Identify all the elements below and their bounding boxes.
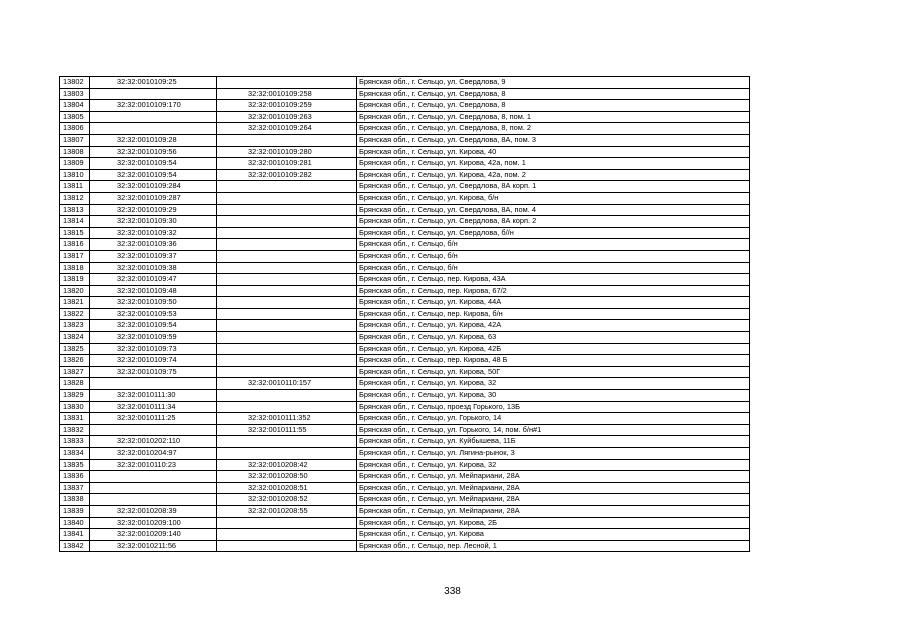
new-cadastral-number-cell: 32:32:0010111:352 xyxy=(217,413,357,425)
record-number-cell: 13829 xyxy=(60,390,90,402)
old-cadastral-number-cell: 32:32:0010109:287 xyxy=(90,192,217,204)
record-number-cell: 13817 xyxy=(60,250,90,262)
address-cell: Брянская обл., г. Сельцо, ул. Кирова, 42а, пом. 1 xyxy=(357,158,750,170)
record-number-cell: 13833 xyxy=(60,436,90,448)
table-row xyxy=(60,169,750,181)
new-cadastral-number-cell: 32:32:0010109:281 xyxy=(217,158,357,170)
old-cadastral-number-cell xyxy=(90,471,217,483)
table-row xyxy=(60,146,750,158)
table-row xyxy=(60,471,750,483)
address-cell: Брянская обл., г. Сельцо, ул. Свердлова, 8А корп. 1 xyxy=(357,181,750,193)
old-cadastral-number-cell xyxy=(90,424,217,436)
old-cadastral-number-cell: 32:32:0010111:25 xyxy=(90,413,217,425)
record-number-cell: 13816 xyxy=(60,239,90,251)
record-number-cell: 13813 xyxy=(60,204,90,216)
address-cell: Брянская обл., г. Сельцо, ул. Кирова, 32 xyxy=(357,378,750,390)
record-number-cell: 13836 xyxy=(60,471,90,483)
new-cadastral-number-cell: 32:32:0010208:55 xyxy=(217,505,357,517)
old-cadastral-number-cell xyxy=(90,123,217,135)
address-cell: Брянская обл., г. Сельцо, ул. Кирова, 42а, пом. 2 xyxy=(357,169,750,181)
old-cadastral-number-cell: 32:32:0010110:23 xyxy=(90,459,217,471)
table-row xyxy=(60,239,750,251)
old-cadastral-number-cell: 32:32:0010209:140 xyxy=(90,529,217,541)
address-cell: Брянская обл., г. Сельцо, ул. Кирова, 42А xyxy=(357,320,750,332)
old-cadastral-number-cell: 32:32:0010111:30 xyxy=(90,390,217,402)
address-cell: Брянская обл., г. Сельцо, пер. Кирова, б/н xyxy=(357,308,750,320)
table-row xyxy=(60,390,750,402)
address-cell: Брянская обл., г. Сельцо, ул. Кирова, б/н xyxy=(357,192,750,204)
record-number-cell: 13826 xyxy=(60,355,90,367)
record-number-cell: 13823 xyxy=(60,320,90,332)
old-cadastral-number-cell: 32:32:0010111:34 xyxy=(90,401,217,413)
record-number-cell: 13812 xyxy=(60,192,90,204)
new-cadastral-number-cell xyxy=(217,517,357,529)
records-table-body xyxy=(60,77,750,552)
table-row xyxy=(60,262,750,274)
old-cadastral-number-cell: 32:32:0010204:97 xyxy=(90,448,217,460)
table-row xyxy=(60,332,750,344)
address-cell: Брянская обл., г. Сельцо, ул. Кирова, 50Г xyxy=(357,366,750,378)
address-cell: Брянская обл., г. Сельцо, б/н xyxy=(357,239,750,251)
address-cell: Брянская обл., г. Сельцо, б/н xyxy=(357,262,750,274)
table-row xyxy=(60,204,750,216)
new-cadastral-number-cell xyxy=(217,285,357,297)
new-cadastral-number-cell: 32:32:0010109:263 xyxy=(217,111,357,123)
new-cadastral-number-cell xyxy=(217,529,357,541)
record-number-cell: 13831 xyxy=(60,413,90,425)
new-cadastral-number-cell: 32:32:0010208:42 xyxy=(217,459,357,471)
table-row xyxy=(60,274,750,286)
new-cadastral-number-cell xyxy=(217,366,357,378)
address-cell: Брянская обл., г. Сельцо, ул. Свердлова, 8, пом. 1 xyxy=(357,111,750,123)
table-row xyxy=(60,517,750,529)
table-row xyxy=(60,227,750,239)
record-number-cell: 13840 xyxy=(60,517,90,529)
old-cadastral-number-cell: 32:32:0010109:32 xyxy=(90,227,217,239)
records-table xyxy=(59,76,750,552)
record-number-cell: 13809 xyxy=(60,158,90,170)
new-cadastral-number-cell: 32:32:0010208:52 xyxy=(217,494,357,506)
table-row xyxy=(60,134,750,146)
old-cadastral-number-cell: 32:32:0010109:50 xyxy=(90,297,217,309)
new-cadastral-number-cell xyxy=(217,436,357,448)
address-cell: Брянская обл., г. Сельцо, ул. Кирова, 44А xyxy=(357,297,750,309)
address-cell: Брянская обл., г. Сельцо, пер. Кирова, 67/2 xyxy=(357,285,750,297)
record-number-cell: 13837 xyxy=(60,482,90,494)
address-cell: Брянская обл., г. Сельцо, ул. Свердлова, б//н xyxy=(357,227,750,239)
address-cell: Брянская обл., г. Сельцо, ул. Мейпариани, 28А xyxy=(357,505,750,517)
old-cadastral-number-cell: 32:32:0010109:48 xyxy=(90,285,217,297)
new-cadastral-number-cell xyxy=(217,355,357,367)
address-cell: Брянская обл., г. Сельцо, ул. Мейпариани, 28А xyxy=(357,482,750,494)
table-row xyxy=(60,413,750,425)
record-number-cell: 13807 xyxy=(60,134,90,146)
table-row xyxy=(60,482,750,494)
old-cadastral-number-cell xyxy=(90,88,217,100)
address-cell: Брянская обл., г. Сельцо, ул. Мейпариани, 28А xyxy=(357,494,750,506)
old-cadastral-number-cell: 32:32:0010109:74 xyxy=(90,355,217,367)
old-cadastral-number-cell: 32:32:0010109:75 xyxy=(90,366,217,378)
table-row xyxy=(60,494,750,506)
address-cell: Брянская обл., г. Сельцо, пер. Кирова, 48 Б xyxy=(357,355,750,367)
new-cadastral-number-cell xyxy=(217,192,357,204)
new-cadastral-number-cell: 32:32:0010111:55 xyxy=(217,424,357,436)
record-number-cell: 13821 xyxy=(60,297,90,309)
record-number-cell: 13830 xyxy=(60,401,90,413)
new-cadastral-number-cell xyxy=(217,262,357,274)
old-cadastral-number-cell xyxy=(90,494,217,506)
old-cadastral-number-cell: 32:32:0010211:56 xyxy=(90,540,217,552)
new-cadastral-number-cell xyxy=(217,204,357,216)
old-cadastral-number-cell: 32:32:0010109:53 xyxy=(90,308,217,320)
old-cadastral-number-cell: 32:32:0010109:73 xyxy=(90,343,217,355)
table-row xyxy=(60,100,750,112)
table-row xyxy=(60,401,750,413)
old-cadastral-number-cell: 32:32:0010109:30 xyxy=(90,216,217,228)
page-number: 338 xyxy=(444,586,461,597)
table-row xyxy=(60,343,750,355)
address-cell: Брянская обл., г. Сельцо, пер. Кирова, 43А xyxy=(357,274,750,286)
old-cadastral-number-cell: 32:32:0010109:54 xyxy=(90,169,217,181)
address-cell: Брянская обл., г. Сельцо, ул. Лягина-рынок, 3 xyxy=(357,448,750,460)
old-cadastral-number-cell: 32:32:0010109:28 xyxy=(90,134,217,146)
old-cadastral-number-cell xyxy=(90,111,217,123)
table-row xyxy=(60,123,750,135)
new-cadastral-number-cell xyxy=(217,390,357,402)
new-cadastral-number-cell xyxy=(217,401,357,413)
record-number-cell: 13811 xyxy=(60,181,90,193)
old-cadastral-number-cell: 32:32:0010109:47 xyxy=(90,274,217,286)
address-cell: Брянская обл., г. Сельцо, ул. Свердлова, 8А, пом. 3 xyxy=(357,134,750,146)
record-number-cell: 13808 xyxy=(60,146,90,158)
record-number-cell: 13839 xyxy=(60,505,90,517)
address-cell: Брянская обл., г. Сельцо, ул. Куйбышева, 11Б xyxy=(357,436,750,448)
record-number-cell: 13815 xyxy=(60,227,90,239)
table-row xyxy=(60,529,750,541)
new-cadastral-number-cell: 32:32:0010109:282 xyxy=(217,169,357,181)
address-cell: Брянская обл., г. Сельцо, ул. Свердлова, 8, пом. 2 xyxy=(357,123,750,135)
address-cell: Брянская обл., г. Сельцо, ул. Свердлова, 8А, пом. 4 xyxy=(357,204,750,216)
table-row xyxy=(60,88,750,100)
record-number-cell: 13820 xyxy=(60,285,90,297)
address-cell: Брянская обл., г. Сельцо, ул. Свердлова, 9 xyxy=(357,77,750,89)
table-row xyxy=(60,459,750,471)
old-cadastral-number-cell: 32:32:0010109:36 xyxy=(90,239,217,251)
address-cell: Брянская обл., г. Сельцо, б/н xyxy=(357,250,750,262)
old-cadastral-number-cell: 32:32:0010109:54 xyxy=(90,320,217,332)
old-cadastral-number-cell: 32:32:0010109:54 xyxy=(90,158,217,170)
old-cadastral-number-cell: 32:32:0010202:110 xyxy=(90,436,217,448)
new-cadastral-number-cell xyxy=(217,343,357,355)
new-cadastral-number-cell xyxy=(217,134,357,146)
old-cadastral-number-cell: 32:32:0010209:100 xyxy=(90,517,217,529)
record-number-cell: 13804 xyxy=(60,100,90,112)
table-row xyxy=(60,424,750,436)
new-cadastral-number-cell xyxy=(217,216,357,228)
address-cell: Брянская обл., г. Сельцо, ул. Кирова, 63 xyxy=(357,332,750,344)
new-cadastral-number-cell xyxy=(217,448,357,460)
address-cell: Брянская обл., г. Сельцо, ул. Кирова, 2Б xyxy=(357,517,750,529)
old-cadastral-number-cell: 32:32:0010109:170 xyxy=(90,100,217,112)
record-number-cell: 13825 xyxy=(60,343,90,355)
record-number-cell: 13822 xyxy=(60,308,90,320)
old-cadastral-number-cell xyxy=(90,482,217,494)
old-cadastral-number-cell: 32:32:0010109:29 xyxy=(90,204,217,216)
table-row xyxy=(60,308,750,320)
table-row xyxy=(60,378,750,390)
new-cadastral-number-cell: 32:32:0010109:264 xyxy=(217,123,357,135)
address-cell: Брянская обл., г. Сельцо, ул. Свердлова, 8А корп. 2 xyxy=(357,216,750,228)
record-number-cell: 13810 xyxy=(60,169,90,181)
new-cadastral-number-cell: 32:32:0010110:157 xyxy=(217,378,357,390)
record-number-cell: 13832 xyxy=(60,424,90,436)
record-number-cell: 13802 xyxy=(60,77,90,89)
table-row xyxy=(60,158,750,170)
new-cadastral-number-cell: 32:32:0010109:280 xyxy=(217,146,357,158)
record-number-cell: 13842 xyxy=(60,540,90,552)
old-cadastral-number-cell: 32:32:0010208:39 xyxy=(90,505,217,517)
address-cell: Брянская обл., г. Сельцо, проезд Горького, 13Б xyxy=(357,401,750,413)
table-row xyxy=(60,250,750,262)
new-cadastral-number-cell: 32:32:0010208:51 xyxy=(217,482,357,494)
table-row xyxy=(60,448,750,460)
old-cadastral-number-cell: 32:32:0010109:25 xyxy=(90,77,217,89)
new-cadastral-number-cell: 32:32:0010109:259 xyxy=(217,100,357,112)
record-number-cell: 13814 xyxy=(60,216,90,228)
address-cell: Брянская обл., г. Сельцо, ул. Кирова, 42Б xyxy=(357,343,750,355)
record-number-cell: 13824 xyxy=(60,332,90,344)
record-number-cell: 13805 xyxy=(60,111,90,123)
record-number-cell: 13803 xyxy=(60,88,90,100)
record-number-cell: 13806 xyxy=(60,123,90,135)
table-row xyxy=(60,505,750,517)
new-cadastral-number-cell xyxy=(217,250,357,262)
table-row xyxy=(60,285,750,297)
new-cadastral-number-cell xyxy=(217,297,357,309)
record-number-cell: 13828 xyxy=(60,378,90,390)
address-cell: Брянская обл., г. Сельцо, ул. Кирова, 40 xyxy=(357,146,750,158)
table-row xyxy=(60,540,750,552)
address-cell: Брянская обл., г. Сельцо, пер. Лесной, 1 xyxy=(357,540,750,552)
table-row xyxy=(60,111,750,123)
address-cell: Брянская обл., г. Сельцо, ул. Кирова xyxy=(357,529,750,541)
old-cadastral-number-cell: 32:32:0010109:56 xyxy=(90,146,217,158)
table-row xyxy=(60,355,750,367)
new-cadastral-number-cell xyxy=(217,239,357,251)
record-number-cell: 13835 xyxy=(60,459,90,471)
table-row xyxy=(60,181,750,193)
old-cadastral-number-cell: 32:32:0010109:38 xyxy=(90,262,217,274)
new-cadastral-number-cell xyxy=(217,320,357,332)
table-row xyxy=(60,297,750,309)
address-cell: Брянская обл., г. Сельцо, ул. Кирова, 30 xyxy=(357,390,750,402)
new-cadastral-number-cell xyxy=(217,540,357,552)
address-cell: Брянская обл., г. Сельцо, ул. Свердлова, 8 xyxy=(357,100,750,112)
record-number-cell: 13827 xyxy=(60,366,90,378)
new-cadastral-number-cell xyxy=(217,308,357,320)
old-cadastral-number-cell: 32:32:0010109:59 xyxy=(90,332,217,344)
table-row xyxy=(60,320,750,332)
old-cadastral-number-cell: 32:32:0010109:284 xyxy=(90,181,217,193)
new-cadastral-number-cell xyxy=(217,332,357,344)
new-cadastral-number-cell: 32:32:0010109:258 xyxy=(217,88,357,100)
record-number-cell: 13818 xyxy=(60,262,90,274)
new-cadastral-number-cell xyxy=(217,77,357,89)
new-cadastral-number-cell xyxy=(217,274,357,286)
old-cadastral-number-cell xyxy=(90,378,217,390)
record-number-cell: 13838 xyxy=(60,494,90,506)
address-cell: Брянская обл., г. Сельцо, ул. Свердлова, 8 xyxy=(357,88,750,100)
table-row xyxy=(60,436,750,448)
address-cell: Брянская обл., г. Сельцо, ул. Горького, 14, пом. б/н#1 xyxy=(357,424,750,436)
address-cell: Брянская обл., г. Сельцо, ул. Горького, 14 xyxy=(357,413,750,425)
new-cadastral-number-cell: 32:32:0010208:50 xyxy=(217,471,357,483)
address-cell: Брянская обл., г. Сельцо, ул. Кирова, 32 xyxy=(357,459,750,471)
record-number-cell: 13834 xyxy=(60,448,90,460)
table-row xyxy=(60,216,750,228)
record-number-cell: 13819 xyxy=(60,274,90,286)
new-cadastral-number-cell xyxy=(217,227,357,239)
new-cadastral-number-cell xyxy=(217,181,357,193)
table-row xyxy=(60,366,750,378)
table-row xyxy=(60,77,750,89)
table-row xyxy=(60,192,750,204)
old-cadastral-number-cell: 32:32:0010109:37 xyxy=(90,250,217,262)
address-cell: Брянская обл., г. Сельцо, ул. Мейпариани, 28А xyxy=(357,471,750,483)
record-number-cell: 13841 xyxy=(60,529,90,541)
